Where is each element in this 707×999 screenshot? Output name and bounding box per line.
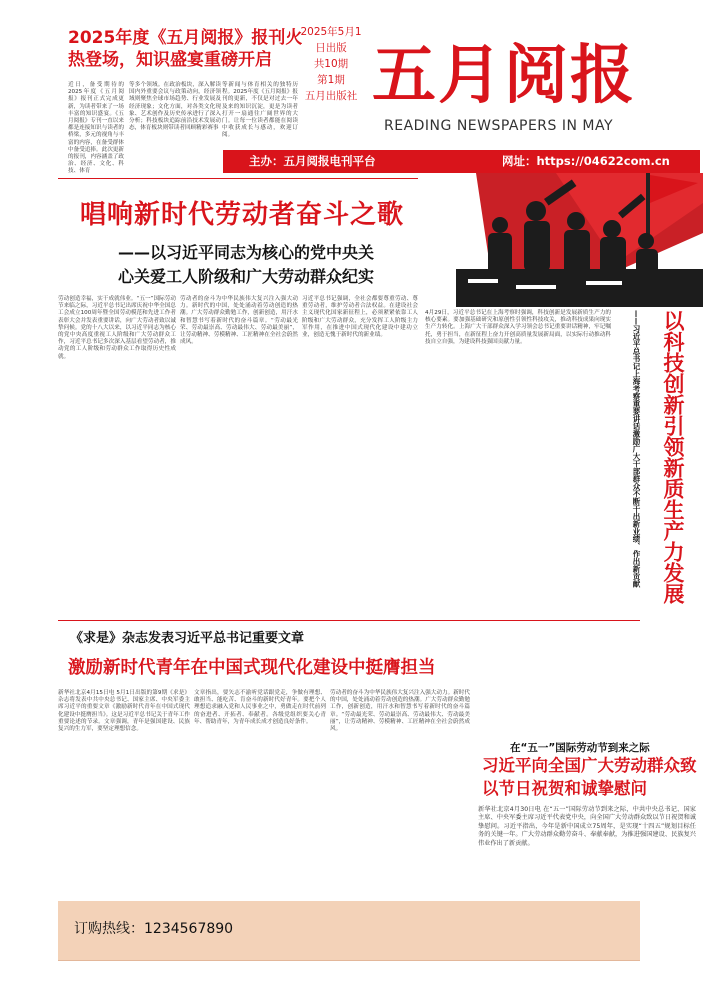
worker-poster-image: [416, 173, 703, 307]
hotline-margin-left: [0, 901, 58, 960]
issue-current: 第1期: [317, 74, 345, 86]
masthead-title: 五月阅报: [372, 38, 636, 113]
mayday-kicker: 在“五一”国际劳动节到来之际: [510, 742, 650, 754]
hotline-label: 订购热线：: [74, 921, 144, 937]
lead-text-col1: 劳动创造幸福，实干成就伟业。“五一”国际劳动节来临之际，习近平总书记出席庆祝中华全国总工会成立100周年暨全国劳动模范和先进工作者表彰大会并发表重要讲话，向广大劳动者致以诚挚问候。党的十八大以来，以习近平同志为核心的党中央高度重视工人阶级和广大劳动群众工作，习近平总书记多次深入基层看望劳动者，推动党的工人阶级和劳动群众工作取得历史性成就。: [58, 296, 176, 360]
tech-text: 4月29日，习近平总书记在上海考察时强调，科技创新是发展新质生产力的核心要素。要加强基础研究和原创性引领性科技攻关，推动科技成果向现实生产力转化。上海广大干部群众深入学习领会总书记重要讲话精神，牢记嘱托，勇于担当，在新征程上奋力开创高质量发展新局面，以实际行动推动科技自立自强，为建设科技强国贡献力量。: [425, 310, 611, 345]
promo-text-col3: 等新闻与体育相关的独特历程。2025年度《五月阅报》报刊的更新，不仅是对过去一年及来的知识沉淀，更是为读者打开一扇通往广阔世界的大门。让每一位读者都能在阅读中收获成长与感动，欢迎订阅。: [222, 82, 298, 139]
issue-date: 2025年5月1日出版: [300, 26, 362, 54]
qiushi-text-col2: 文章指出，要矢志不渝听党话跟党走，争做有理想、敢担当、能吃苦、肯奋斗的新时代好青年。要把个人理想追求融入党和人民事业之中，勇做走在时代前列的奋进者、开拓者、奉献者。各级党组织要关心青年、帮助青年，为青年成长成才创造良好条件。: [194, 690, 326, 725]
lead-text-col3: 习近平总书记强调，全社会都要尊重劳动、尊重劳动者，维护劳动者合法权益。在建设社会主义现代化国家新征程上，必须紧紧依靠工人阶级和广大劳动群众，充分发挥工人阶级主力军作用，在推进中国式现代化建设中建功立业，创造无愧于新时代的新业绩。: [302, 296, 418, 339]
hotline-number[interactable]: 1234567890: [144, 921, 234, 937]
mayday-text: 新华社北京4月30日电 在“五一”国际劳动节到来之际，中共中央总书记、国家主席、中央军委主席习近平代表党中央，向全国广大劳动群众致以节日祝贺和诚挚慰问。习近平指出，今年是新中国成立75周年，是实现“十四五”规划目标任务的关键一年。广大劳动群众勤劳奋斗、奉献奉献，为推进强国建设、民族复兴伟业作出了新贡献。: [478, 806, 696, 847]
lead-subheadline-1: ——以习近平同志为核心的党中央关: [118, 243, 375, 262]
host-band: [223, 150, 700, 173]
divider: [58, 620, 640, 621]
masthead-subtitle: READING NEWSPAPERS IN MAY: [384, 118, 614, 134]
qiushi-text-col1: 新华社北京4月15日电 5月1日出版的第9期《求是》杂志将发表中共中央总书记、国家主席、中央军委主席习近平的重要文章《激励新时代青年在中国式现代化建设中挺膺担当》。这是习近平总书记关于青年工作重要论述的节录。文章强调，青年是强国建设、民族复兴的生力军，要坚定理想信念。: [58, 690, 190, 733]
promo-headline: 2025年度《五月阅报》报刊火热登场，知识盛宴重磅开启: [68, 28, 303, 70]
lead-headline: 唱响新时代劳动者奋斗之歌: [80, 200, 405, 230]
issue-publisher: 五月出版社: [304, 90, 358, 102]
hotline[interactable]: [74, 918, 233, 938]
promo-text-col2: 等多个领域。在政治板块，深入解读国内外重要会议与政策动向，经济领域则聚焦全球市场趋势、行业发展及经济现象；文化方面，对各类文化现象、艺术创作及历史传承进行了深入分析；科技板块追踪前沿技术发展动态，体育板块则带读者回顾精彩赛事: [129, 82, 221, 132]
lead-subheadline-2: 心关爱工人阶级和广大劳动群众纪实: [118, 267, 375, 286]
promo-text-col1: 近日，备受期待的2025年度《五月阅报》报刊正式完成更新，为读者带来了一场丰富的知识盛宴。《五月阅报》专刊一直以来都是连接知识与读者的桥梁，多元的视角与丰富的内容，在备受群体中备受追捧。此次更新的报刊，内容涵盖了政治、经济、文化、科技、体育: [68, 82, 124, 175]
bottom-rule: [58, 960, 640, 961]
issue-count: 共10期: [313, 58, 349, 70]
qiushi-headline: 激励新时代青年在中国式现代化建设中挺膺担当: [68, 658, 436, 678]
divider: [58, 178, 418, 179]
lead-text-col2: 劳动者的奋斗为中华民族伟大复兴注入强大动力。新时代的中国，处处涌动着劳动创造的热潮。广大劳动群众勤勉工作，创新创造，用汗水和智慧书写着新时代的奋斗篇章。“劳动最光荣、劳动最崇高、劳动最伟大、劳动最美丽”，让劳动精神、劳模精神、工匠精神在全社会蔚然成风。: [180, 296, 298, 346]
issue-info: [300, 24, 362, 104]
host-label: 主办：五月阅报电刊平台: [249, 154, 376, 168]
website-label[interactable]: 网址：https://04622com.cn: [502, 154, 670, 168]
qiushi-text-col3: 劳动者的奋斗为中华民族伟大复兴注入强大动力。新时代的中国，处处涌动着劳动创造的热潮。广大劳动群众勤勉工作，创新创造，用汗水和智慧书写着新时代的奋斗篇章。“劳动最光荣、劳动最崇高、劳动最伟大、劳动最美丽”，让劳动精神、劳模精神、工匠精神在全社会蔚然成风。: [330, 690, 470, 733]
mayday-headline: 习近平向全国广大劳动群众致以节日祝贺和诚挚慰问: [482, 756, 697, 798]
tech-headline: 以科技创新引领新质生产力发展: [661, 310, 685, 604]
tech-subheadline: ——习近平总书记上海考察重要讲话激励广大干部群众不断干出新业绩、作出新贡献: [632, 310, 641, 588]
qiushi-title: 《求是》杂志发表习近平总书记重要文章: [70, 631, 305, 646]
hotline-margin-right: [640, 901, 707, 960]
